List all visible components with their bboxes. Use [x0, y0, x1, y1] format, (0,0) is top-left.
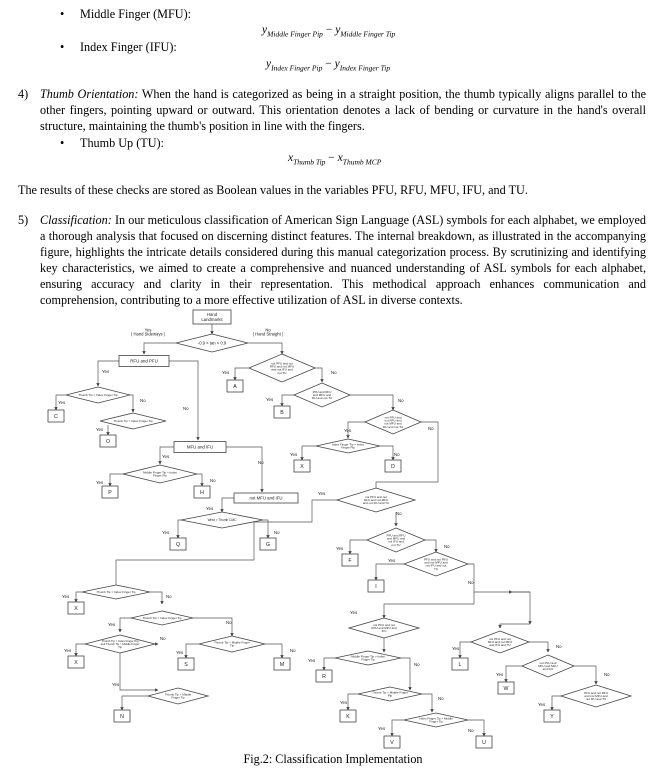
leaf-M: M [279, 662, 285, 668]
leaf-N: N [120, 714, 124, 720]
label-no-xd-cond: No [428, 426, 434, 431]
node-start-label: Hand Landmarks [201, 312, 223, 322]
node-i-label: PFU and not RFU and not MFU and not IFU and not TU [424, 557, 448, 571]
node-ts-label: Thumb Tip > Middle Finger Tip [214, 640, 250, 648]
node-x2-label: Thumb Tip > Index Finger Tip [96, 590, 136, 595]
label-no-x: No [394, 452, 400, 457]
label-yes-xd: Yes [344, 428, 352, 433]
leaf-O: O [105, 439, 111, 445]
node-l-label: not PFU and not RFU and not MFU and IFU and TU [487, 636, 513, 648]
leaf-C: C [54, 414, 58, 420]
label-yes-w: Yes [496, 672, 504, 677]
label-yes-l: Yes [452, 646, 460, 651]
leaf-S: S [184, 662, 188, 668]
section4-title: Thumb Orientation: [40, 87, 139, 101]
label-yes-o: Yes [96, 427, 104, 432]
label-yes-x: Yes [290, 452, 298, 457]
label-yes-b: Yes [266, 397, 274, 402]
node-mfu-ifu-label: MFU and IFU [186, 444, 214, 450]
node-f-label: PFU and RFU and MFU and not IFU and not TU [386, 533, 406, 547]
leaf-H: H [200, 490, 204, 496]
label-no-i: No [468, 580, 474, 585]
label-no-a: No [331, 370, 337, 375]
leaf-A: A [233, 384, 237, 390]
label-no-b: No [398, 398, 404, 403]
label-yes-tn: Yes [112, 682, 120, 687]
label-yes-mfu: Yes [162, 454, 170, 459]
equation-mfu: $y_{Middle Finger Pip} - y_{Middle Finger Tip}$ [262, 24, 396, 39]
leaf-X: X [300, 464, 304, 470]
classification-flowchart [0, 306, 666, 752]
node-vu-label: Index Finger Tip > Middle Finger Tip [419, 716, 453, 724]
section4-paragraph [40, 86, 646, 134]
node-side1-label: Thumb Tip < Index Finger Tip [78, 393, 118, 398]
leaf-F: F [348, 558, 352, 564]
label-no-mfu: No [258, 460, 264, 465]
node-root-label: -0.9 < tan < 0.9 [197, 340, 227, 346]
leaf-L: L [458, 662, 462, 668]
label-no-tip: No [226, 620, 232, 625]
label-yes-p: Yes [96, 480, 104, 485]
label-yes-q: Yes [162, 530, 170, 535]
label-yes-s: Yes [176, 650, 184, 655]
leaf-X: X [74, 606, 78, 612]
leaf-W: W [503, 686, 509, 692]
bullet-ifu [80, 39, 177, 55]
node-a-label: not PFU and not RFU and not MFU and not IFU and not TU [269, 361, 295, 375]
leaf-R: R [322, 674, 326, 680]
figure-caption: Fig.2: Classification Implementation [243, 752, 423, 766]
node-xd-cond-label: not PFU and not RFU and not MFU and IFU and not TU [382, 415, 404, 429]
label-yes-v: Yes [378, 726, 386, 731]
section5-number: 5) [18, 213, 29, 227]
bullet-mfu-label: Middle Finger (MFU): [80, 7, 192, 21]
label-no-x2: No [166, 594, 172, 599]
node-w-label: not PFU and RFU and MFU and IFU [538, 660, 558, 672]
leaf-P: P [108, 490, 112, 496]
label-yes-i: Yes [388, 558, 396, 563]
leaf-Y: Y [550, 714, 554, 720]
label-yes-y: Yes [538, 702, 546, 707]
leaf-Q: Q [175, 542, 181, 548]
label-yes-r: Yes [308, 658, 316, 663]
label-no-g: No [274, 530, 280, 535]
leaf-D: D [391, 464, 395, 470]
label-no-mid: No [210, 478, 216, 483]
section5-paragraph [40, 212, 646, 308]
bullet-tu [80, 135, 164, 151]
label-yes-big: Yes [318, 491, 326, 496]
node-tk-label: Thumb Tip > Middle Finger Pip [372, 690, 408, 698]
label-no-w: No [604, 672, 610, 677]
node-y-label: PFU and not RFU and not MFU and not IFU and TU [584, 690, 608, 702]
label-no-side1: No [140, 398, 146, 403]
label-no-big: No [396, 511, 402, 516]
leaf-V: V [390, 740, 394, 746]
node-mr-label: Middle Finger Tip > Index Finger Tip [351, 654, 385, 662]
label-no-ts: No [290, 648, 296, 653]
node-side2-label: Thumb Tip > Index Finger Tip [113, 419, 153, 424]
section5-title: Classification: [40, 213, 112, 227]
label-yes-tip: Yes [108, 622, 116, 627]
leaf-U: U [482, 740, 486, 746]
label-yes-a: Yes [222, 370, 230, 375]
label-yes-x2: Yes [62, 594, 70, 599]
section4-number: 4) [18, 87, 29, 101]
node-tn-label: Thumb Tip > Middle Finger Tip [164, 692, 192, 700]
label-yes-tmix: Yes [64, 648, 72, 653]
node-tmix-label: Thumb Tip > Index Finger Pip and Thumb Tip > Middle Finger Tip [100, 639, 140, 649]
label-no-rfu: No [183, 406, 189, 411]
node-not-mfu-ifu-label: not MFU and IFU [249, 495, 283, 501]
label-no-vu: No [468, 728, 474, 733]
label-yes-f: Yes [336, 546, 344, 551]
node-big-label: not PFU and not RFU and not MFU and not IFU and TU [362, 494, 390, 506]
node-b-label: PFU and RFU and MFU and IFU and not TU [311, 389, 333, 401]
label-yes-c: Yes [58, 400, 66, 405]
bullet-mfu [80, 6, 191, 22]
leaf-G: G [265, 542, 271, 548]
node-rv-label: not PFU and not RFU and MFU and IFU [371, 622, 397, 634]
bullet-tu-label: Thumb Up (TU): [80, 136, 164, 150]
label-yes-rv: Yes [350, 610, 358, 615]
leaf-I: I [375, 584, 377, 590]
equation-tu: $x_{Thumb Tip} - x_{Thumb MCP}$ [288, 152, 382, 167]
results-paragraph: The results of these checks are stored as Boolean values in the variables PFU, RFU, MFU, IFU, and TU. [18, 183, 528, 197]
node-mid-label: Middle Finger Tip > Index Finger Pip [143, 470, 177, 478]
node-xd-label: Index Finger Tip > Index Finger Pip [331, 442, 365, 450]
label-no-f: No [444, 544, 450, 549]
label-no-tk: No [438, 696, 444, 701]
node-rfu-pfu-label: RFU and PFU [130, 358, 158, 364]
section5-body: In our meticulous classification of American Sign Language (ASL) symbols for each alphabet, we employed a thorough analysis that focused on discerning distinct features. The internal breakdown, as illustrated in the accompanying figure, highlights the intricate details considered during this manual categorization process. By scrutinizing and identifying key characteristics, we aimed to create a comprehensive and nuanced understanding of ASL symbols for each alphabet, ensuring accuracy and clarity in their representation. This methodical approach enhances communication and comprehension, contributing to a more effective utilization of ASL in diverse contexts. [40, 213, 647, 307]
label-no-tmix: No [160, 636, 166, 641]
leaf-X: X [74, 660, 78, 666]
equation-ifu: $y_{Index Finger Pip} - y_{Index Finger Tip}$ [266, 58, 391, 73]
label-yes-rfu: Yes [102, 369, 110, 374]
label-root-yes: Yes ( Hand Sideways ) [130, 327, 166, 337]
section4-body: When the hand is categorized as being in a straight position, the thumb typically aligns parallel to the other fingers, pointing upward or outward. This orientation denotes a lack of bending or curvature in the hand's overall structure, maintaining the thumb's position in line with the fingers. [40, 87, 646, 133]
bullet-ifu-label: Index Finger (IFU): [80, 40, 177, 54]
label-yes-k: Yes [340, 700, 348, 705]
label-root-no: No ( Hand Straight ) [252, 327, 284, 337]
leaf-B: B [280, 410, 284, 416]
label-yes-nm: Yes [206, 506, 214, 511]
label-no-l: No [556, 644, 562, 649]
node-tip-label: Thumb Tip > Index Finger Tip [142, 616, 182, 621]
node-wrist-label: Wrist > Thumb CMC [207, 518, 237, 523]
leaf-K: K [346, 714, 350, 720]
label-no-mr: No [414, 662, 420, 667]
